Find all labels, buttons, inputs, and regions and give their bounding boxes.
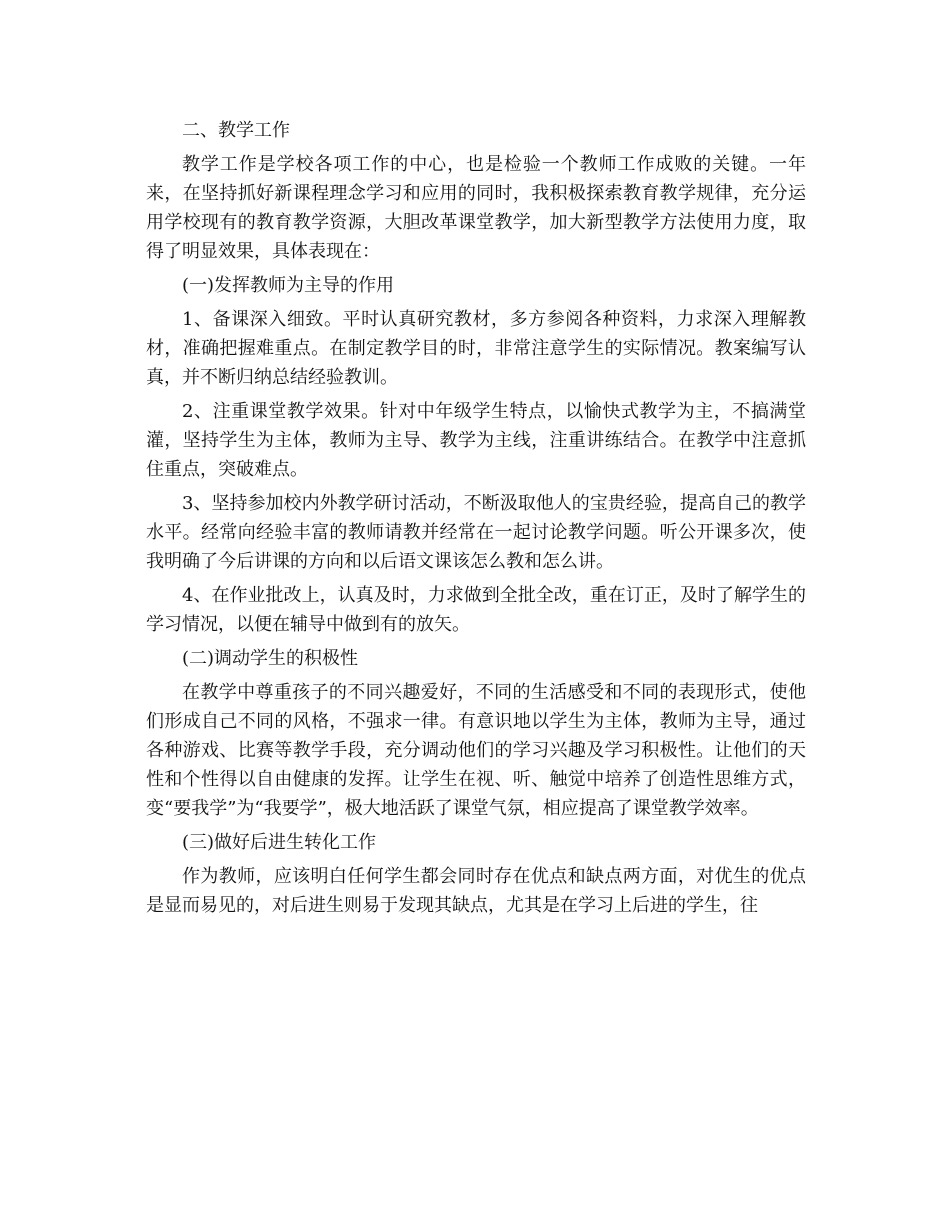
body-paragraph: 作为教师，应该明白任何学生都会同时存在优点和缺点两方面，对优生的优点是显而易见的，对后进生则易于发现其缺点，尤其是在学习上后进的学生，往 [146, 866, 806, 916]
body-paragraph: 在教学中尊重孩子的不同兴趣爱好，不同的生活感受和不同的表现形式，使他们形成自己不同的风格，不强求一律。有意识地以学生为主体，教师为主导，通过各种游戏、比赛等教学手段，充分调动他们的学习兴趣及学习积极性。让他们的天性和个性得以自由健康的发挥。让学生在视、听、触觉中培养了创造性思维方式，变“要我学”为“我要学”，极大地活跃了课堂气氛，相应提高了课堂教学效率。 [146, 682, 806, 819]
document-body [146, 116, 806, 925]
body-paragraph: 2、注重课堂教学效果。针对中年级学生特点，以愉快式教学为主，不搞满堂灌，坚持学生为主体，教师为主导、教学为主线，注重讲练结合。在教学中注意抓住重点，突破难点。 [146, 401, 806, 480]
body-paragraph: 1、备课深入细致。平时认真研究教材，多方参阅各种资料，力求深入理解教材，准确把握难重点。在制定教学目的时，非常注意学生的实际情况。教案编写认真，并不断归纳总结经验教训。 [146, 309, 806, 388]
body-paragraph: 4、在作业批改上，认真及时，力求做到全批全改，重在订正，及时了解学生的学习情况，以便在辅导中做到有的放矢。 [146, 585, 806, 635]
body-paragraph: 3、坚持参加校内外教学研讨活动，不断汲取他人的宝贵经验，提高自己的教学水平。经常向经验丰富的教师请教并经常在一起讨论教学问题。听公开课多次，使我明确了今后讲课的方向和以后语文课该怎么教和怎么讲。 [146, 493, 806, 572]
body-paragraph: 教学工作是学校各项工作的中心，也是检验一个教师工作成败的关键。一年来，在坚持抓好新课程理念学习和应用的同时，我积极探索教育教学规律，充分运用学校现有的教育教学资源，大胆改革课堂教学，加大新型教学方法使用力度，取得了明显效果，具体表现在： [146, 154, 806, 262]
section-heading: 二、教学工作 [182, 120, 290, 141]
subsection-heading: (三)做好后进生转化工作 [182, 832, 377, 853]
subsection-heading: (一)发挥教师为主导的作用 [182, 275, 395, 296]
subsection-heading: (二)调动学生的积极性 [182, 648, 359, 669]
